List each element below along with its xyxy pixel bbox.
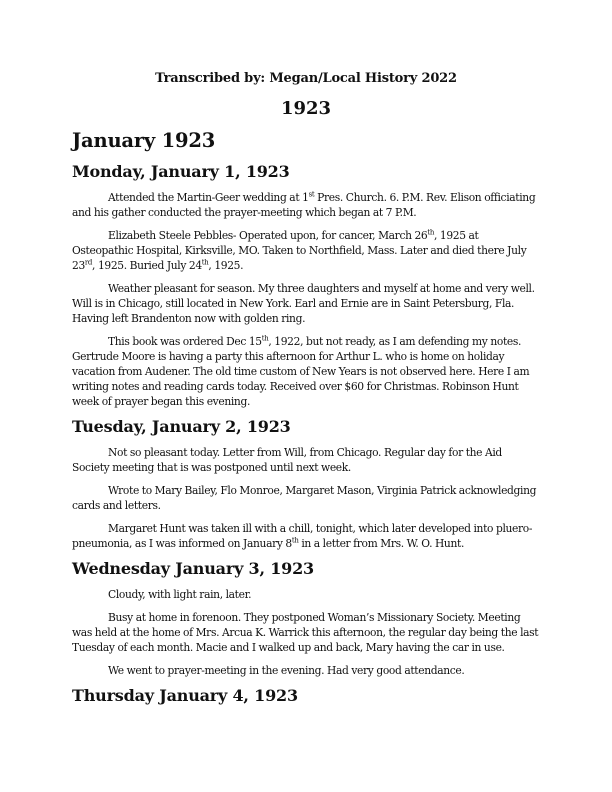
entry-paragraph	[72, 521, 540, 551]
entry-paragraph	[72, 281, 540, 326]
paragraph-text: Elizabeth Steele Pebbles- Operated upon, for cancer, March 26	[108, 229, 428, 242]
entry-paragraph	[72, 483, 540, 513]
entry-paragraph	[72, 190, 540, 220]
paragraph-text: Wrote to Mary Bailey, Flo Monroe, Margaret Mason, Virginia Patrick acknowledging cards and letters.	[72, 484, 537, 512]
transcriber-credit: Transcribed by: Megan/Local History 2022	[155, 71, 457, 86]
paragraph-text: Weather pleasant for season. My three daughters and myself at home and very well. Will is in Chicago, still located in New York. Earl and Ernie are in Saint Petersburg, Fla. Having left Brandenton now with golden ring.	[72, 282, 535, 325]
entry-paragraph	[72, 610, 540, 655]
paragraph-text: Cloudy, with light rain, later.	[108, 588, 252, 601]
day-heading: Tuesday, January 2, 1923	[72, 417, 291, 436]
entry-paragraph	[72, 663, 540, 678]
month-heading: January 1923	[72, 129, 216, 152]
paragraph-text: Margaret Hunt was taken ill with a chill, tonight, which later developed into pluero-pneumonia, as I was informed on January 8	[72, 522, 533, 550]
diary-content	[72, 128, 540, 714]
entry-paragraph	[72, 228, 540, 273]
paragraph-text: , 1925. Buried July 24	[92, 259, 202, 272]
paragraph-text: Busy at home in forenoon. They postponed Woman’s Missionary Society. Meeting was held at the home of Mrs. Arcua K. Warrick this afternoon, the regular day being the last Tuesday of each month. Macie and I walked up and back, Mary having the car in use.	[72, 611, 539, 654]
paragraph-text: We went to prayer-meeting in the evening. Had very good attendance.	[108, 664, 465, 677]
paragraph-text: in a letter from Mrs. W. O. Hunt.	[298, 537, 464, 550]
ordinal-suffix: st	[308, 190, 315, 199]
paragraph-text: , 1925 at Osteopathic Hospital, Kirksville, MO. Taken to Northfield, Mass. Later and died there July 23	[72, 229, 527, 272]
paragraph-text: Attended the Martin-Geer wedding at 1	[108, 191, 309, 204]
ordinal-suffix: th	[427, 228, 434, 237]
day-heading: Thursday January 4, 1923	[72, 686, 298, 705]
entry-paragraph	[72, 334, 540, 409]
paragraph-text: Pres. Church. 6. P.M. Rev. Elison officiating and his gather conducted the prayer-meeting which began at 7 P.M.	[72, 191, 536, 219]
paragraph-text: , 1922, but not ready, as I am defending my notes. Gertrude Moore is having a party this afternoon for Arthur L. who is home on holiday vacation from Audener. The old time custom of New Years is not observed here. Here I am writing notes and reading cards today. Received over $60 for Christmas. Robinson Hunt week of prayer began this evening.	[72, 335, 530, 408]
paragraph-text: This book was ordered Dec 15	[108, 335, 262, 348]
document-year-title: 1923	[280, 98, 332, 119]
paragraph-text: Not so pleasant today. Letter from Will, from Chicago. Regular day for the Aid Society meeting that is was postponed until next week.	[72, 446, 502, 474]
entry-paragraph	[72, 587, 540, 602]
ordinal-suffix: th	[261, 334, 269, 343]
entry-paragraph	[72, 445, 540, 475]
ordinal-suffix: th	[291, 536, 299, 545]
day-heading: Wednesday January 3, 1923	[72, 559, 314, 578]
day-heading: Monday, January 1, 1923	[72, 162, 290, 181]
ordinal-suffix: rd	[84, 258, 93, 267]
paragraph-text: , 1925.	[208, 259, 244, 272]
ordinal-suffix: th	[201, 258, 209, 267]
